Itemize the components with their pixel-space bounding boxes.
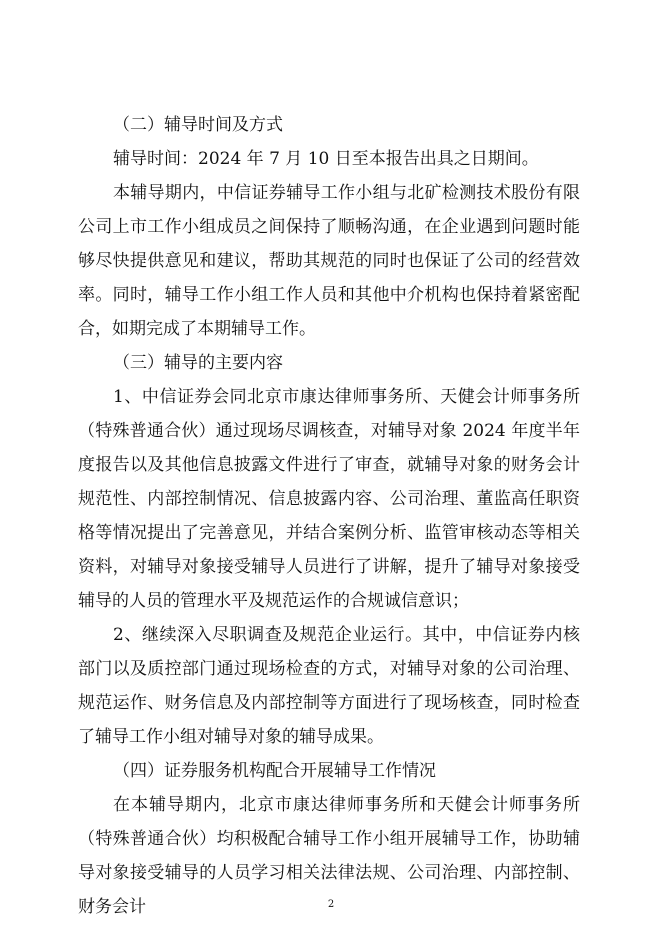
section-heading: （三）辅导的主要内容	[113, 353, 283, 373]
paragraph-cooperation: 在本辅导期内，北京市康达律师事务所和天健会计师事务所（特殊普通合伙）均积极配合辅导工作小组开展辅导工作，协助辅导对象接受辅导的人员学习相关法律法规、公司治理、内部控制、财务会计	[78, 795, 580, 917]
section-heading: （四）证券服务机构配合开展辅导工作情况	[113, 761, 436, 781]
section-guidance-time-and-method	[78, 108, 580, 346]
page-body	[78, 108, 580, 924]
page-number: 2	[327, 899, 335, 910]
paragraph-item-2: 2、继续深入尽职调查及规范企业运行。其中，中信证券内核部门以及质控部门通过现场检查的方式，对辅导对象的公司治理、规范运作、财务信息及内部控制等方面进行了现场核查，同时检查了辅导工作小组对辅导对象的辅导成果。	[78, 625, 580, 747]
paragraph-item-1: 1、中信证券会同北京市康达律师事务所、天健会计师事务所（特殊普通合伙）通过现场尽调核查，对辅导对象 2024 年度半年度报告以及其他信息披露文件进行了审查，就辅导对象的财务会计规范性、内部控制情况、信息披露内容、公司治理、董监高任职资格等情况提出了完善意见，并结合案例分析、监管审核动态等相关资料，对辅导对象接受辅导人员进行了讲解，提升了辅导对象接受辅导的人员的管理水平及规范运作的合规诚信意识；	[78, 387, 580, 611]
section-main-content	[78, 346, 580, 754]
section-heading: （二）辅导时间及方式	[113, 115, 283, 135]
paragraph-communication: 本辅导期内，中信证券辅导工作小组与北矿检测技术股份有限公司上市工作小组成员之间保持了顺畅沟通，在企业遇到问题时能够尽快提供意见和建议，帮助其规范的同时也保证了公司的经营效率。同时，辅导工作小组工作人员和其他中介机构也保持着紧密配合，如期完成了本期辅导工作。	[78, 183, 580, 339]
paragraph-guidance-time: 辅导时间：2024 年 7 月 10 日至本报告出具之日期间。	[113, 149, 539, 169]
